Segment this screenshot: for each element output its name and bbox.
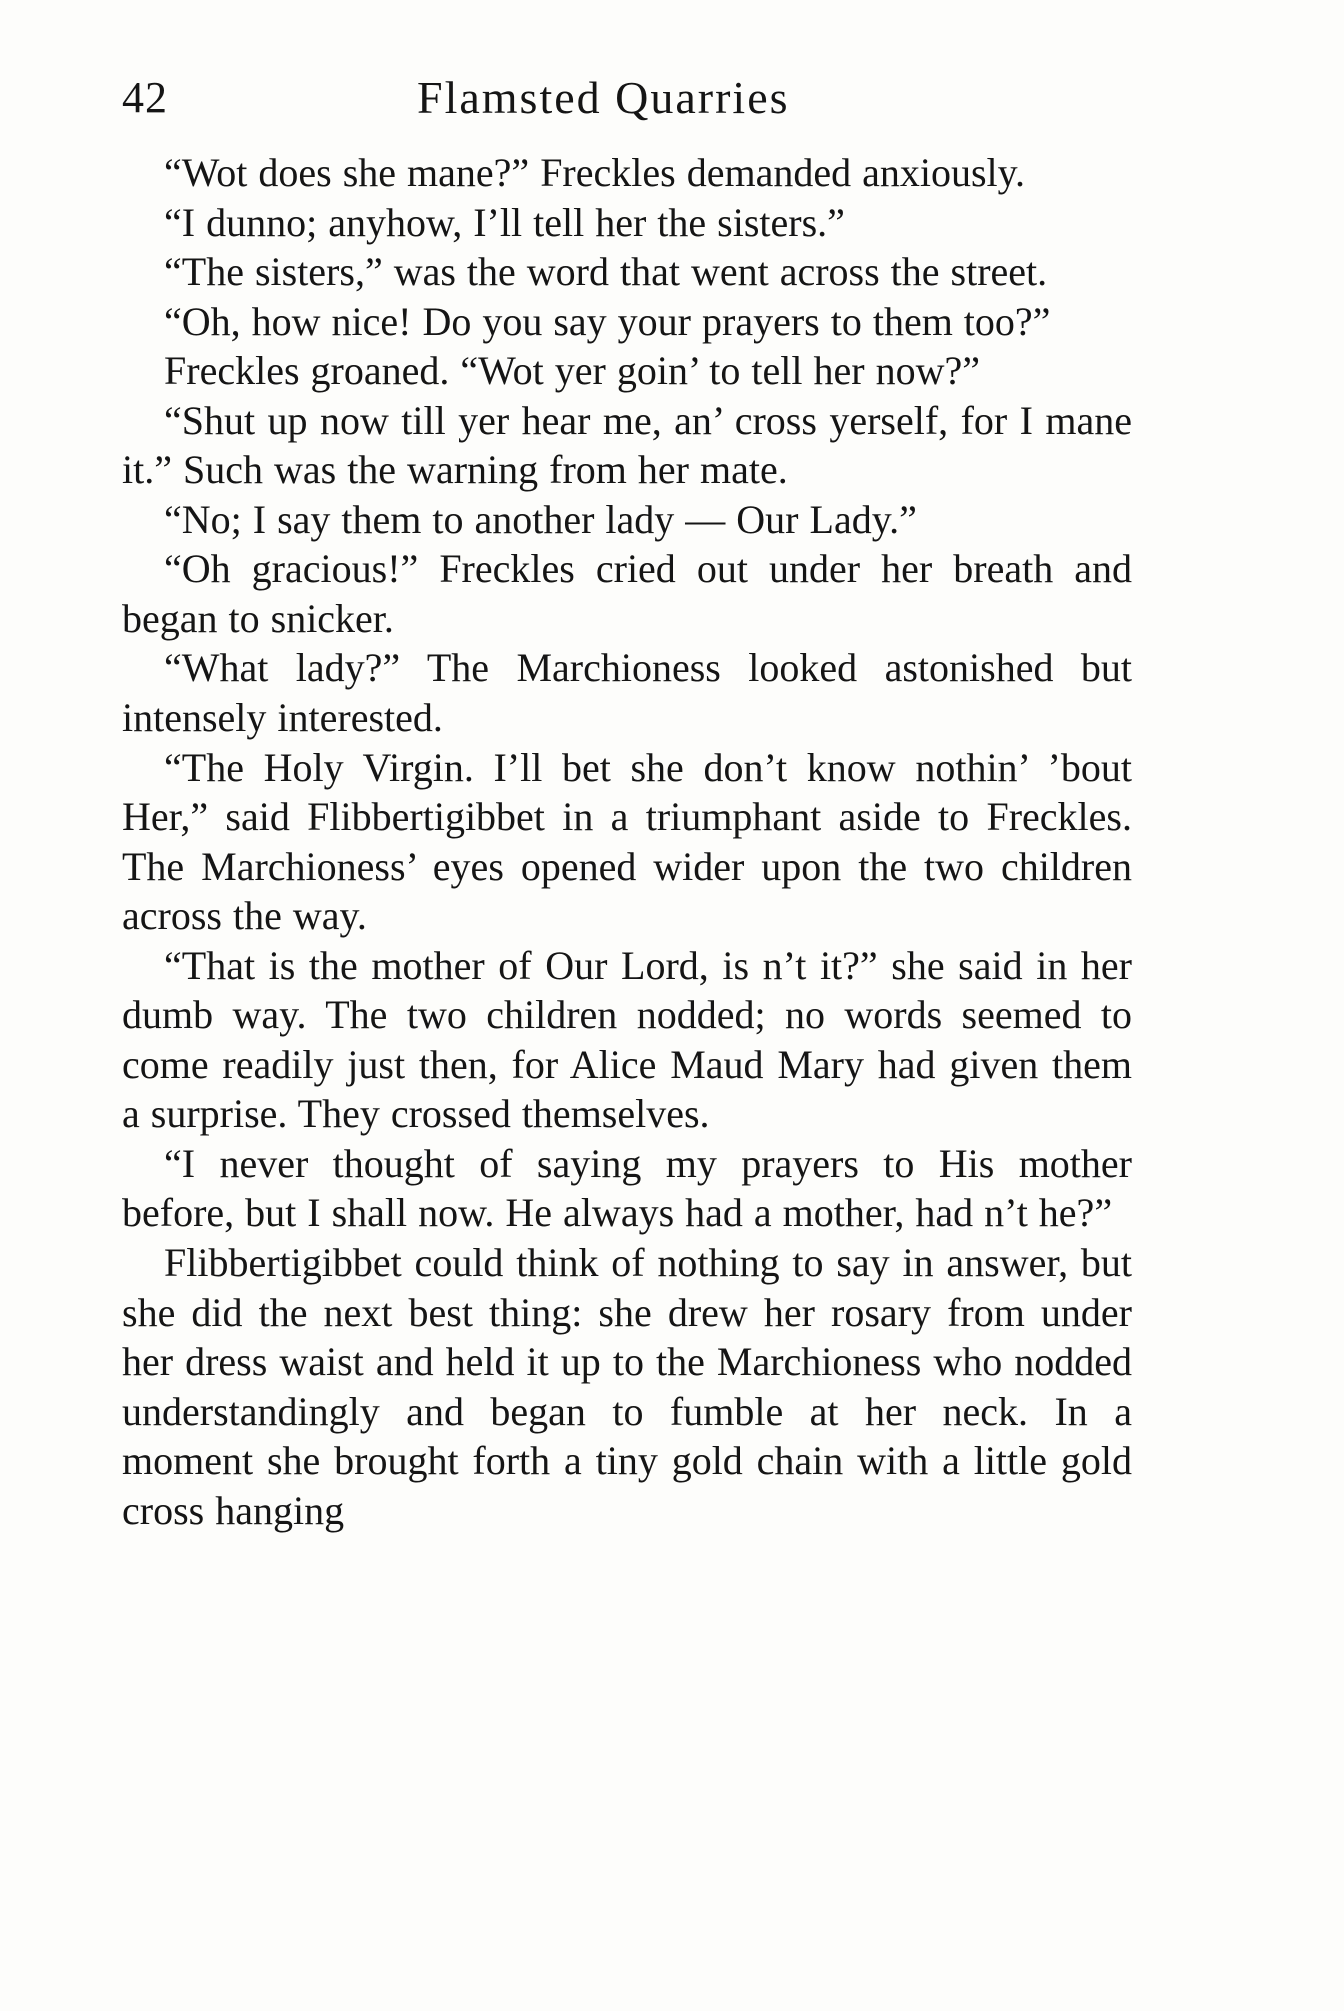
page-number: 42 [122,73,168,122]
page-header [122,68,1132,128]
paragraph: “What lady?” The Marchioness looked astonished but intensely interested. [122,645,1132,741]
paragraph: “The Holy Virgin. I’ll bet she don’t know nothin’ ’bout Her,” said Flibbertigibbet in a triumphant aside to Freckles. The Marchioness’ eyes opened wider upon the two children across the way. [122,744,1132,939]
paragraph: “The sisters,” was the word that went across the street. [164,249,1048,295]
paragraph: “Shut up now till yer hear me, an’ cross yerself, for I mane it.” Such was the warning from her mate. [122,397,1132,493]
paragraph: Freckles groaned. “Wot yer goin’ to tell her now?” [164,348,980,394]
paragraph: Flibbertigibbet could think of nothing to say in answer, but she did the next best thing: she drew her rosary from under her dress waist and held it up to the Marchioness who nodded understandingly and began to fumble at her neck. In a moment she brought forth a tiny gold chain with a little gold cross hanging [122,1240,1132,1533]
running-title: Flamsted Quarries [417,72,790,123]
paragraph: “Oh gracious!” Freckles cried out under her breath and began to snicker. [122,546,1132,641]
paragraph: “No; I say them to another lady — Our Lady.” [164,496,917,542]
paragraph: “Wot does she mane?” Freckles demanded anxiously. [164,150,1026,195]
paragraph: “I never thought of saying my prayers to His mother before, but I shall now. He always had a mother, had n’t he?” [122,1140,1132,1236]
paragraph: “That is the mother of Our Lord, is n’t it?” she said in her dumb way. The two children nodded; no words seemed to come readily just then, for Alice Maud Mary had given them a surprise. They crossed themselves. [122,942,1132,1137]
paragraph: “Oh, how nice! Do you say your prayers to them too?” [164,298,1051,344]
body-text [122,148,1132,1535]
paragraph: “I dunno; anyhow, I’ll tell her the sisters.” [164,199,845,245]
